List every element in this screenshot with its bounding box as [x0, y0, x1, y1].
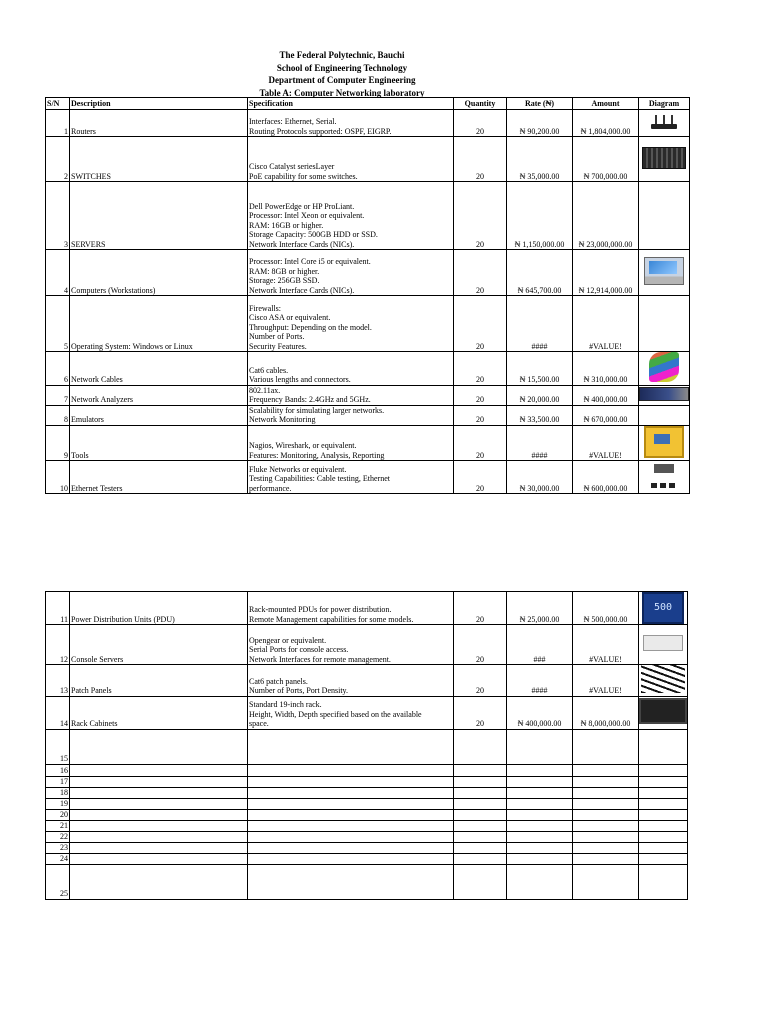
row-quantity: 20: [454, 385, 507, 405]
row-rate: ₦ 33,500.00: [507, 405, 573, 425]
row-amount: [573, 842, 639, 853]
row-rate: [507, 764, 573, 776]
row-amount: [573, 729, 639, 764]
row-quantity: 20: [454, 405, 507, 425]
row-quantity: 20: [454, 592, 507, 625]
row-amount: [573, 764, 639, 776]
row-sn: 9: [46, 425, 70, 461]
row-diagram: [639, 182, 690, 250]
header-amount: Amount: [573, 98, 639, 110]
row-rate: [507, 787, 573, 798]
row-specification: [248, 798, 454, 809]
row-specification: Standard 19-inch rack. Height, Width, Depth specified based on the available space.: [248, 696, 454, 729]
row-sn: 11: [46, 592, 70, 625]
row-specification: Interfaces: Ethernet, Serial. Routing Protocols supported: OSPF, EIGRP.: [248, 110, 454, 137]
row-quantity: 20: [454, 182, 507, 250]
row-diagram: [639, 110, 690, 137]
row-sn: 6: [46, 352, 70, 386]
table-row: [46, 842, 688, 853]
row-quantity: 20: [454, 296, 507, 352]
table-row: [46, 405, 690, 425]
row-description: Rack Cabinets: [70, 696, 248, 729]
row-sn: 7: [46, 385, 70, 405]
row-amount: [573, 831, 639, 842]
row-rate: ₦ 35,000.00: [507, 137, 573, 182]
row-diagram: [639, 696, 688, 729]
row-rate: [507, 820, 573, 831]
table-row: [46, 787, 688, 798]
table-row: [46, 696, 688, 729]
row-diagram: [639, 820, 688, 831]
patch-panel-icon: [641, 665, 685, 693]
row-quantity: [454, 820, 507, 831]
row-sn: 12: [46, 625, 70, 665]
row-quantity: [454, 842, 507, 853]
network-tool-icon: [644, 426, 684, 458]
row-specification: 802.11ax. Frequency Bands: 2.4GHz and 5GHz.: [248, 385, 454, 405]
row-quantity: 20: [454, 665, 507, 697]
pdu-icon: 500: [642, 592, 684, 624]
row-diagram: [639, 764, 688, 776]
row-specification: Firewalls: Cisco ASA or equivalent. Throughput: Depending on the model. Number of Ports. Security Features.: [248, 296, 454, 352]
row-description: [70, 798, 248, 809]
row-diagram: [639, 385, 690, 405]
row-amount: ₦ 1,804,000.00: [573, 110, 639, 137]
row-sn: 4: [46, 250, 70, 296]
row-amount: ₦ 500,000.00: [573, 592, 639, 625]
row-amount: #VALUE!: [573, 296, 639, 352]
rack-cabinet-icon: [639, 698, 687, 724]
row-quantity: 20: [454, 461, 507, 494]
table-row: [46, 831, 688, 842]
table-row: [46, 625, 688, 665]
row-description: [70, 776, 248, 787]
table-row: [46, 592, 688, 625]
table-row: [46, 776, 688, 787]
row-quantity: 20: [454, 352, 507, 386]
row-description: Emulators: [70, 405, 248, 425]
row-specification: Scalability for simulating larger networks. Network Monitoring: [248, 405, 454, 425]
row-specification: [248, 787, 454, 798]
table-row: [46, 809, 688, 820]
row-diagram: [639, 831, 688, 842]
table-row: [46, 461, 690, 494]
row-rate: [507, 853, 573, 864]
row-sn: 1: [46, 110, 70, 137]
row-rate: ₦ 90,200.00: [507, 110, 573, 137]
row-amount: #VALUE!: [573, 425, 639, 461]
row-rate: [507, 798, 573, 809]
document-header: [200, 49, 484, 99]
row-specification: Fluke Networks or equivalent. Testing Capabilities: Cable testing, Ethernet performance.: [248, 461, 454, 494]
row-description: [70, 820, 248, 831]
table-row: [46, 864, 688, 899]
ethernet-tester-icon: [651, 464, 677, 488]
row-specification: [248, 729, 454, 764]
router-icon: [649, 115, 679, 129]
row-rate: ₦ 30,000.00: [507, 461, 573, 494]
table-row: [46, 665, 688, 697]
row-rate: [507, 831, 573, 842]
row-amount: #VALUE!: [573, 625, 639, 665]
row-description: [70, 809, 248, 820]
row-amount: [573, 776, 639, 787]
row-rate: ####: [507, 425, 573, 461]
row-rate: ####: [507, 665, 573, 697]
row-quantity: [454, 864, 507, 899]
row-description: Ethernet Testers: [70, 461, 248, 494]
row-rate: [507, 729, 573, 764]
row-quantity: [454, 853, 507, 864]
row-diagram: [639, 250, 690, 296]
row-quantity: 20: [454, 137, 507, 182]
table-row: [46, 110, 690, 137]
row-amount: [573, 864, 639, 899]
row-diagram: [639, 405, 690, 425]
row-description: [70, 853, 248, 864]
row-sn: 13: [46, 665, 70, 697]
row-quantity: [454, 831, 507, 842]
row-amount: [573, 853, 639, 864]
row-specification: Processor: Intel Core i5 or equivalent. RAM: 8GB or higher. Storage: 256GB SSD. Network Interface Cards (NICs).: [248, 250, 454, 296]
row-rate: [507, 776, 573, 787]
row-diagram: [639, 809, 688, 820]
row-specification: Nagios, Wireshark, or equivalent. Features: Monitoring, Analysis, Reporting: [248, 425, 454, 461]
row-description: [70, 864, 248, 899]
header-quantity: Quantity: [454, 98, 507, 110]
row-specification: Rack-mounted PDUs for power distribution. Remote Management capabilities for some models.: [248, 592, 454, 625]
row-diagram: [639, 729, 688, 764]
row-rate: ₦ 1,150,000.00: [507, 182, 573, 250]
row-diagram: [639, 864, 688, 899]
row-quantity: [454, 764, 507, 776]
equipment-table: [45, 97, 690, 494]
row-description: Routers: [70, 110, 248, 137]
row-description: Console Servers: [70, 625, 248, 665]
row-amount: ₦ 700,000.00: [573, 137, 639, 182]
row-quantity: [454, 776, 507, 787]
row-quantity: [454, 798, 507, 809]
row-description: [70, 831, 248, 842]
console-server-icon: [643, 635, 683, 651]
row-rate: [507, 809, 573, 820]
row-quantity: [454, 729, 507, 764]
row-specification: Cat6 cables. Various lengths and connectors.: [248, 352, 454, 386]
row-diagram: [639, 853, 688, 864]
row-quantity: [454, 809, 507, 820]
row-specification: [248, 820, 454, 831]
row-diagram: [639, 776, 688, 787]
row-description: Tools: [70, 425, 248, 461]
row-diagram: [639, 665, 688, 697]
row-sn: 10: [46, 461, 70, 494]
header-description: Description: [70, 98, 248, 110]
table-row: [46, 250, 690, 296]
row-rate: ₦ 645,700.00: [507, 250, 573, 296]
row-sn: 17: [46, 776, 70, 787]
row-diagram: [639, 798, 688, 809]
row-description: Network Cables: [70, 352, 248, 386]
department-name: Department of Computer Engineering: [268, 75, 416, 85]
table-row: [46, 729, 688, 764]
row-sn: 25: [46, 864, 70, 899]
table-row: [46, 182, 690, 250]
row-description: Network Analyzers: [70, 385, 248, 405]
row-sn: 20: [46, 809, 70, 820]
row-description: [70, 787, 248, 798]
row-description: Operating System: Windows or Linux: [70, 296, 248, 352]
row-specification: [248, 864, 454, 899]
row-specification: Dell PowerEdge or HP ProLiant. Processor: Intel Xeon or equivalent. RAM: 16GB or higher. Storage Capacity: 500GB HDD or SSD. Network Interface Cards (NICs).: [248, 182, 454, 250]
institution-name: The Federal Polytechnic, Bauchi: [279, 50, 405, 60]
row-amount: #VALUE!: [573, 665, 639, 697]
table-row: [46, 385, 690, 405]
row-quantity: [454, 787, 507, 798]
row-sn: 19: [46, 798, 70, 809]
row-sn: 5: [46, 296, 70, 352]
row-rate: ###: [507, 625, 573, 665]
row-description: Power Distribution Units (PDU): [70, 592, 248, 625]
row-description: Computers (Workstations): [70, 250, 248, 296]
row-specification: [248, 831, 454, 842]
row-rate: [507, 864, 573, 899]
table-row: [46, 820, 688, 831]
row-specification: Opengear or equivalent. Serial Ports for console access. Network Interfaces for remote management.: [248, 625, 454, 665]
row-description: [70, 764, 248, 776]
row-sn: 3: [46, 182, 70, 250]
table-row: [46, 296, 690, 352]
row-sn: 24: [46, 853, 70, 864]
row-diagram: [639, 461, 690, 494]
header-rate: Rate (₦): [507, 98, 573, 110]
row-diagram: [639, 592, 688, 625]
row-quantity: 20: [454, 625, 507, 665]
row-diagram: [639, 842, 688, 853]
row-rate: ₦ 20,000.00: [507, 385, 573, 405]
row-diagram: [639, 352, 690, 386]
row-amount: ₦ 670,000.00: [573, 405, 639, 425]
row-sn: 23: [46, 842, 70, 853]
row-sn: 22: [46, 831, 70, 842]
row-amount: [573, 809, 639, 820]
network-analyzer-icon: [639, 387, 689, 401]
row-rate: ₦ 400,000.00: [507, 696, 573, 729]
row-sn: 18: [46, 787, 70, 798]
row-rate: ₦ 15,500.00: [507, 352, 573, 386]
row-rate: ₦ 25,000.00: [507, 592, 573, 625]
row-quantity: 20: [454, 250, 507, 296]
row-specification: [248, 853, 454, 864]
row-sn: 2: [46, 137, 70, 182]
row-amount: ₦ 400,000.00: [573, 385, 639, 405]
row-description: [70, 842, 248, 853]
table-title: Table A: Computer Networking laboratory: [259, 87, 425, 98]
row-sn: 15: [46, 729, 70, 764]
header-diagram: Diagram: [639, 98, 690, 110]
laptop-icon: [644, 257, 684, 285]
row-specification: Cat6 patch panels. Number of Ports, Port Density.: [248, 665, 454, 697]
row-description: SERVERS: [70, 182, 248, 250]
table-row: [46, 764, 688, 776]
table-row: [46, 352, 690, 386]
row-description: Patch Panels: [70, 665, 248, 697]
row-description: [70, 729, 248, 764]
row-amount: ₦ 8,000,000.00: [573, 696, 639, 729]
row-amount: [573, 820, 639, 831]
row-specification: [248, 776, 454, 787]
row-amount: ₦ 23,000,000.00: [573, 182, 639, 250]
row-rate: [507, 842, 573, 853]
row-specification: [248, 842, 454, 853]
row-diagram: [639, 137, 690, 182]
row-sn: 8: [46, 405, 70, 425]
row-amount: [573, 787, 639, 798]
table-row: [46, 853, 688, 864]
row-quantity: 20: [454, 696, 507, 729]
row-rate: ####: [507, 296, 573, 352]
row-specification: [248, 764, 454, 776]
row-diagram: [639, 625, 688, 665]
row-quantity: 20: [454, 110, 507, 137]
row-diagram: [639, 296, 690, 352]
network-cables-icon: [649, 352, 679, 382]
table-row: [46, 425, 690, 461]
header-specification: Specification: [248, 98, 454, 110]
header-sn: S/N: [46, 98, 70, 110]
row-amount: ₦ 310,000.00: [573, 352, 639, 386]
equipment-table-continued: [45, 591, 688, 900]
table-row: [46, 798, 688, 809]
row-sn: 21: [46, 820, 70, 831]
row-sn: 14: [46, 696, 70, 729]
row-amount: ₦ 600,000.00: [573, 461, 639, 494]
row-amount: ₦ 12,914,000.00: [573, 250, 639, 296]
row-description: SWITCHES: [70, 137, 248, 182]
row-quantity: 20: [454, 425, 507, 461]
table-header-row: [46, 98, 690, 110]
row-specification: Cisco Catalyst seriesLayer PoE capability for some switches.: [248, 137, 454, 182]
table-row: [46, 137, 690, 182]
school-name: School of Engineering Technology: [276, 62, 408, 73]
row-sn: 16: [46, 764, 70, 776]
row-diagram: [639, 787, 688, 798]
switch-icon: [642, 147, 686, 169]
row-diagram: [639, 425, 690, 461]
row-specification: [248, 809, 454, 820]
row-amount: [573, 798, 639, 809]
